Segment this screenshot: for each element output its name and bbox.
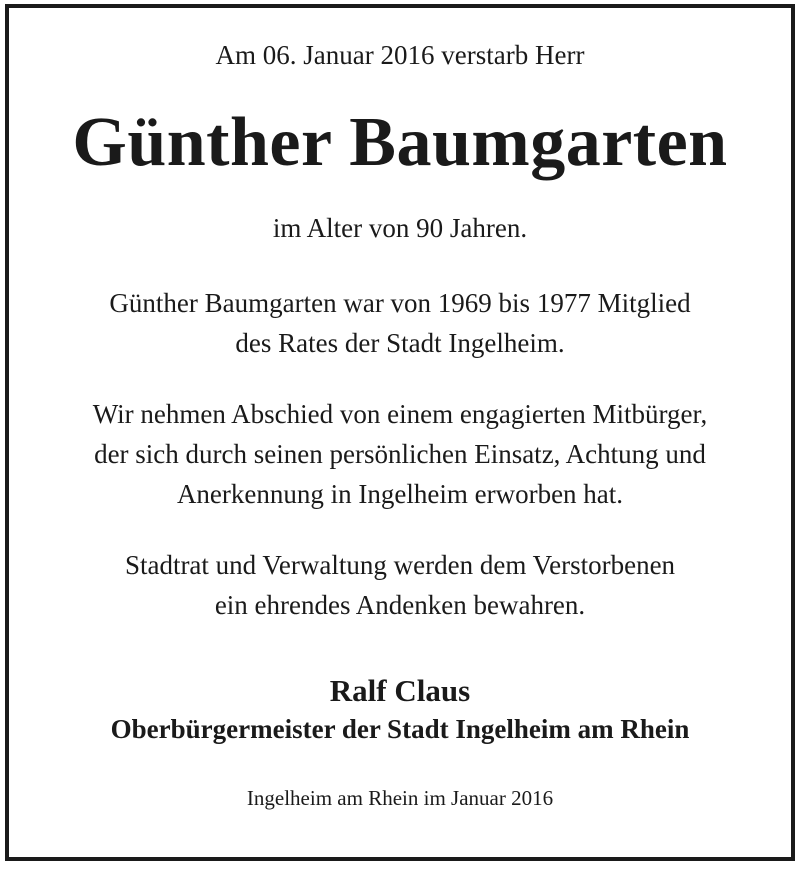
signer-title: Oberbürgermeister der Stadt Ingelheim am Rhein — [110, 714, 690, 744]
paragraph-line: der sich durch seinen persönlichen Einsatz, Achtung und — [94, 439, 706, 469]
deceased-name: Günther Baumgarten — [72, 104, 728, 181]
place-date: Ingelheim am Rhein im Januar 2016 — [246, 786, 554, 810]
paragraph-line: Günther Baumgarten war von 1969 bis 1977 Mitglied — [109, 288, 691, 318]
paragraph-line: Wir nehmen Abschied von einem engagierten Mitbürger, — [92, 399, 708, 429]
signer-name: Ralf Claus — [329, 673, 471, 708]
age-line: im Alter von 90 Jahren. — [272, 213, 528, 243]
farewell-paragraph — [0, 394, 800, 514]
paragraph-line: des Rates der Stadt Ingelheim. — [235, 328, 565, 358]
membership-paragraph — [0, 283, 800, 363]
paragraph-line: Anerkennung in Ingelheim erworben hat. — [176, 479, 624, 509]
paragraph-line: ein ehrendes Andenken bewahren. — [214, 590, 586, 620]
paragraph-line: Stadtrat und Verwaltung werden dem Verstorbenen — [124, 550, 676, 580]
intro-line: Am 06. Januar 2016 verstarb Herr — [215, 40, 585, 70]
remembrance-paragraph — [0, 545, 800, 625]
